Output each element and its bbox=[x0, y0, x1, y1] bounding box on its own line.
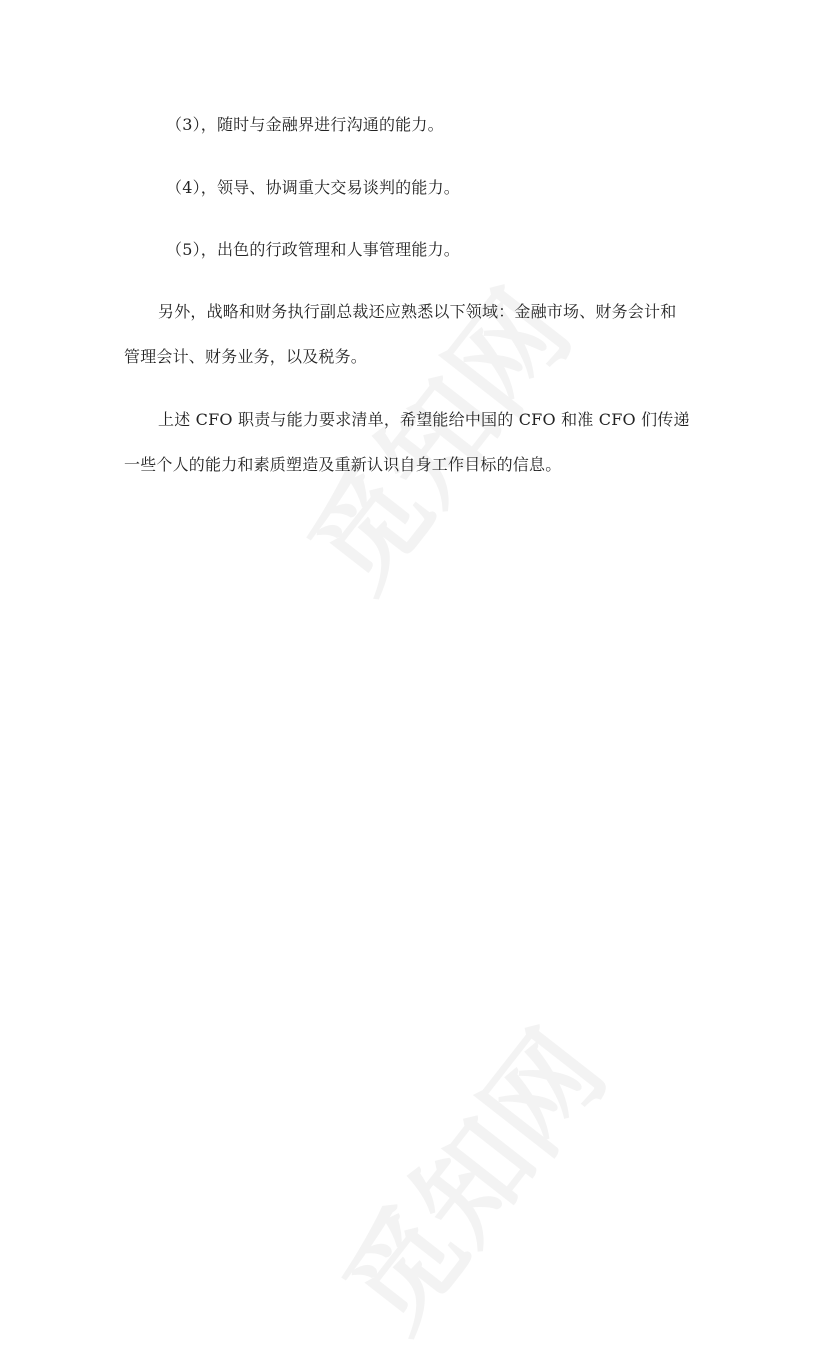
paragraph-1-line-1: 另外，战略和财务执行副总裁还应熟悉以下领域：金融市场、财务会计和 bbox=[158, 302, 677, 321]
paragraph-2-line-1: 上述 CFO 职责与能力要求清单，希望能给中国的 CFO 和准 CFO 们传递 bbox=[158, 410, 690, 429]
watermark bbox=[301, 994, 635, 1357]
list-item-4: （4），领导、协调重大交易谈判的能力。 bbox=[166, 178, 460, 197]
paragraph-1-line-2: 管理会计、财务业务，以及税务。 bbox=[124, 347, 368, 366]
paragraph-2-line-2: 一些个人的能力和素质塑造及重新认识自身工作目标的信息。 bbox=[124, 455, 562, 474]
list-item-5: （5），出色的行政管理和人事管理能力。 bbox=[166, 240, 460, 259]
list-item-3: （3），随时与金融界进行沟通的能力。 bbox=[166, 115, 444, 134]
